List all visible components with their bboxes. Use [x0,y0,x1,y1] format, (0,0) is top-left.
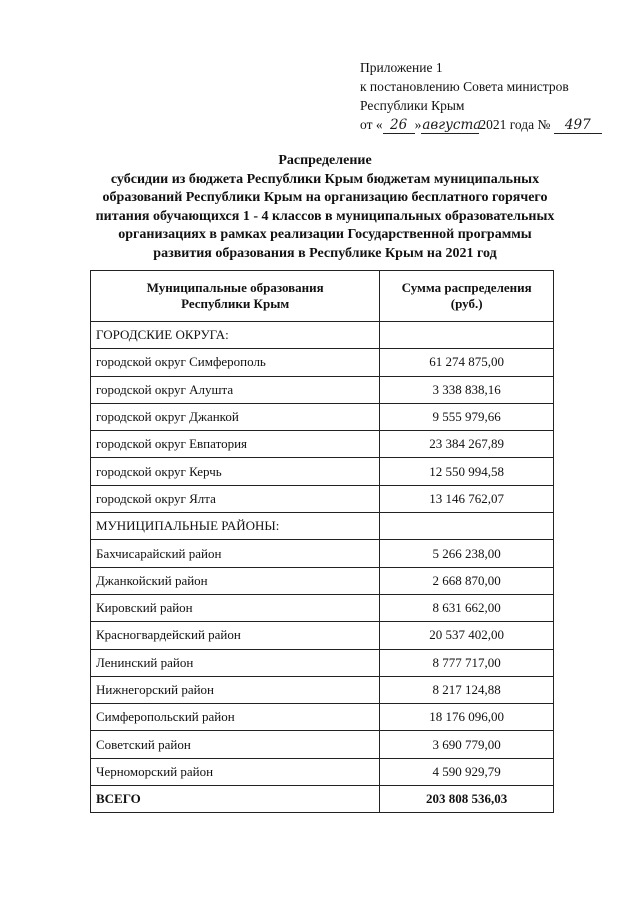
distribution-sum [380,513,554,540]
table-row [91,458,554,485]
municipality-name: Джанкойский район [91,567,380,594]
municipality-name: городской округ Алушта [91,376,380,403]
annex-republic: Республики Крым [360,98,465,113]
header-sum [380,271,554,322]
header-sum-line-2: (руб.) [450,296,483,311]
annex-year: 2021 года № [479,117,551,132]
municipality-name: городской округ Керчь [91,458,380,485]
annex-resolution: к постановлению Совета министров [360,79,569,94]
distribution-sum: 3 690 779,00 [380,731,554,758]
header-sum-line-1: Сумма распределения [401,280,532,295]
municipality-name: городской округ Ялта [91,485,380,512]
table-row [91,431,554,458]
municipality-name: городской округ Евпатория [91,431,380,458]
table-row [91,731,554,758]
annex-header [360,58,630,134]
distribution-sum [380,322,554,349]
table-row [91,540,554,567]
municipality-name: Бахчисарайский район [91,540,380,567]
annex-month: августа [422,117,482,133]
title-line-1: Распределение [278,153,372,168]
distribution-sum: 61 274 875,00 [380,349,554,376]
municipality-name: Симферопольский район [91,704,380,731]
distribution-table [90,270,554,813]
table-row [91,322,554,349]
municipality-name: Кировский район [91,594,380,621]
table-row [91,704,554,731]
title-line-4: питания обучающихся 1 - 4 классов в муниципальных образовательных [95,208,555,224]
municipality-name: Черноморский район [91,758,380,785]
header-municipality-line-2: Республики Крым [181,296,290,311]
total-sum: 203 808 536,03 [380,786,554,813]
table-row [91,622,554,649]
table-row [91,594,554,621]
distribution-sum: 4 590 929,79 [380,758,554,785]
header-municipality [91,271,380,322]
table-row [91,567,554,594]
table-row [91,513,554,540]
annex-number: 497 [554,118,602,134]
municipality-name: ГОРОДСКИЕ ОКРУГА: [91,322,380,349]
municipality-name: Советский район [91,731,380,758]
municipality-name: МУНИЦИПАЛЬНЫЕ РАЙОНЫ: [91,513,380,540]
distribution-sum: 8 217 124,88 [380,676,554,703]
annex-quote-close: » [414,117,422,132]
municipality-name: городской округ Симферополь [91,349,380,376]
title-line-2: субсидии из бюджета Республики Крым бюджетам муниципальных [110,171,540,187]
table-row [91,349,554,376]
table-row [91,376,554,403]
distribution-sum: 2 668 870,00 [380,567,554,594]
table-row [91,485,554,512]
total-row [91,786,554,813]
annex-title: Приложение 1 [360,60,443,75]
distribution-sum: 9 555 979,66 [380,403,554,430]
total-label: ВСЕГО [91,786,380,813]
distribution-sum: 18 176 096,00 [380,704,554,731]
distribution-sum: 8 631 662,00 [380,594,554,621]
title-line-3: образований Республики Крым на организацию бесплатного горячего [102,190,548,205]
header-municipality-line-1: Муниципальные образования [146,280,324,295]
table-row [91,676,554,703]
distribution-sum: 23 384 267,89 [380,431,554,458]
distribution-sum: 12 550 994,58 [380,458,554,485]
table-body [91,322,554,786]
distribution-sum: 5 266 238,00 [380,540,554,567]
distribution-sum: 3 338 838,16 [380,376,554,403]
title-line-5: организациях в рамках реализации Государственной программы [118,227,532,242]
municipality-name: Нижнегорский район [91,676,380,703]
table-row [91,758,554,785]
title-line-6: развития образования в Республике Крым на 2021 год [153,245,497,261]
annex-day: 26 [383,118,415,134]
annex-date-line [360,115,630,134]
table-row [91,403,554,430]
municipality-name: Ленинский район [91,649,380,676]
municipality-name: Красногвардейский район [91,622,380,649]
annex-from: от « [360,117,383,132]
municipality-name: городской округ Джанкой [91,403,380,430]
table-row [91,649,554,676]
document-title [60,152,590,263]
distribution-sum: 13 146 762,07 [380,485,554,512]
table-header-row [91,271,554,322]
distribution-sum: 20 537 402,00 [380,622,554,649]
distribution-sum: 8 777 717,00 [380,649,554,676]
